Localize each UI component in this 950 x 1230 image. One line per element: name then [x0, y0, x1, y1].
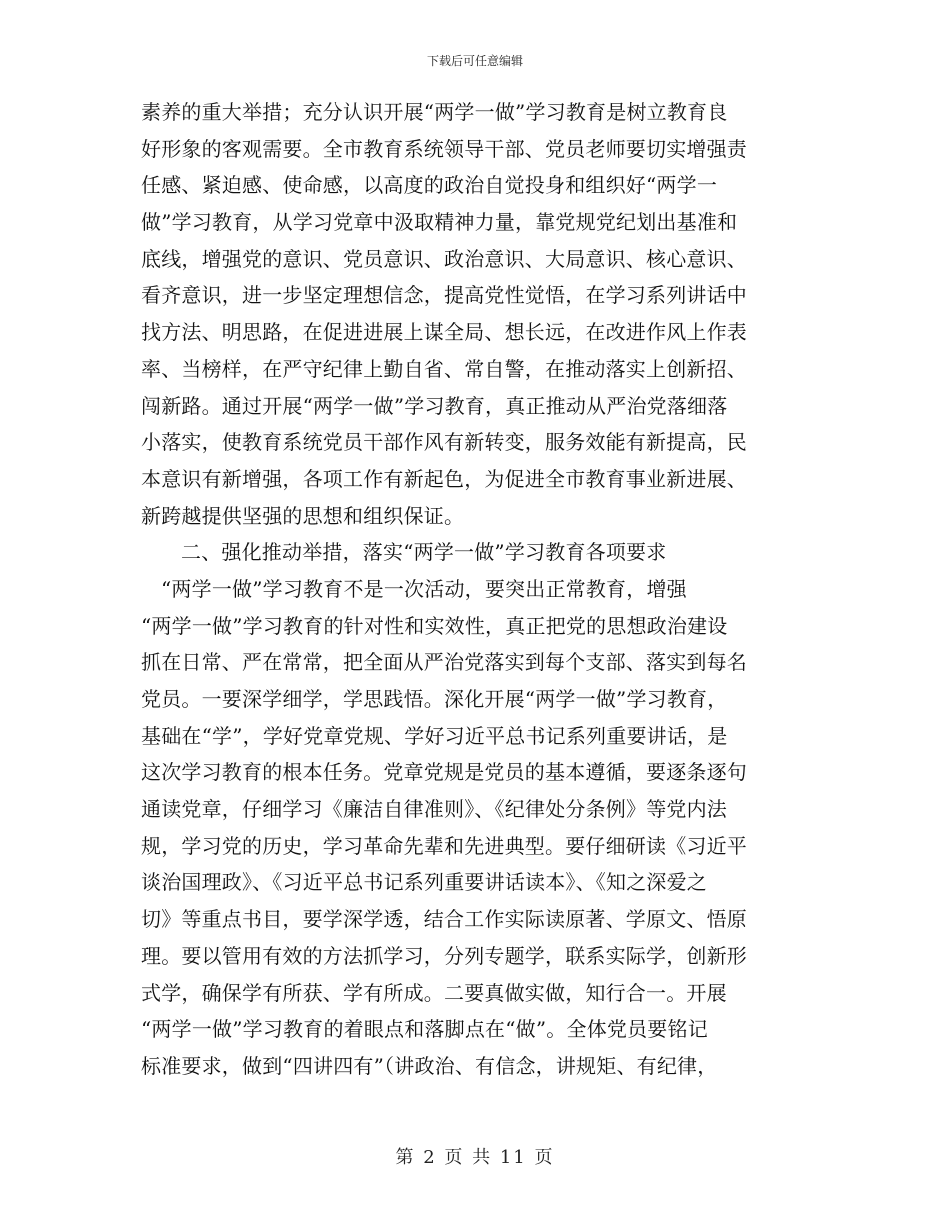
- text-line: 看齐意识，进一步坚定理想信念，提高党性觉悟，在学习系列讲话中: [141, 283, 747, 308]
- text-line: 本意识有新增强，各项工作有新起色，为促进全市教育事业新进展、: [141, 466, 747, 491]
- text-line: 新跨越提供坚强的思想和组织保证。: [141, 503, 465, 528]
- text-line: 这次学习教育的根本任务。党章党规是党员的基本遵循，要逐条逐句: [141, 760, 747, 785]
- text-line: 规，学习党的历史，学习革命先辈和先进典型。要仔细研读《习近平: [141, 833, 747, 858]
- page-footer: 第 2 页 共 11 页: [395, 1147, 555, 1168]
- section-heading: 二、强化推动举措，落实“两学一做”学习教育各项要求: [181, 540, 667, 565]
- document-body: [141, 94, 811, 1085]
- text-line: 抓在日常、严在常常，把全面从严治党落实到每个支部、落实到每名: [141, 650, 747, 675]
- text-line: “两学一做”学习教育的着眼点和落脚点在“做”。全体党员要铭记: [141, 1017, 708, 1042]
- text-line: 好形象的客观需要。全市教育系统领导干部、党员老师要切实增强责: [141, 136, 747, 161]
- text-line: 底线，增强党的意识、党员意识、政治意识、大局意识、核心意识、: [141, 246, 747, 271]
- text-line: 找方法、明思路，在促进进展上谋全局、想长远，在改进作风上作表: [141, 320, 747, 345]
- text-line: 式学，确保学有所获、学有所成。二要真做实做，知行合一。开展: [141, 980, 727, 1005]
- text-line: 小落实，使教育系统党员干部作风有新转变，服务效能有新提高，民: [141, 430, 747, 455]
- text-line: 任感、紧迫感、使命感，以高度的政治自觉投身和组织好“两学一: [141, 173, 718, 198]
- text-line: 标准要求，做到“四讲四有”（讲政治、有信念，讲规矩、有纪律，: [141, 1053, 718, 1078]
- text-line: 做”学习教育，从学习党章中汲取精神力量，靠党规党纪划出基准和: [141, 210, 738, 235]
- text-line: “两学一做”学习教育的针对性和实效性，真正把党的思想政治建设: [141, 613, 728, 638]
- text-line: 通读党章，仔细学习《廉洁自律准则》、《纪律处分条例》等党内法: [141, 797, 727, 822]
- text-line: 党员。一要深学细学，学思践悟。深化开展“两学一做”学习教育，: [141, 687, 728, 711]
- text-line: 基础在“学”，学好党章党规、学好习近平总书记系列重要讲话，是: [141, 723, 728, 748]
- text-line: 切》等重点书目，要学深学透，结合工作实际读原著、学原文、悟原: [141, 907, 747, 932]
- text-line: 理。要以管用有效的方法抓学习，分列专题学，联系实际学，创新形: [141, 943, 747, 968]
- text-line: 谈治国理政》、《习近平总书记系列重要讲话读本》、《知之深爱之: [141, 870, 707, 895]
- text-line: 率、当榜样，在严守纪律上勤自省、常自警，在推动落实上创新招、: [141, 356, 747, 381]
- text-line: 闯新路。通过开展“两学一做”学习教育，真正推动从严治党落细落: [141, 393, 728, 418]
- paragraph-first-line: “两学一做”学习教育不是一次活动，要突出正常教育，增强: [161, 576, 687, 601]
- text-line: 素养的重大举措；充分认识开展“两学一做”学习教育是树立教育良: [141, 100, 728, 124]
- page-header: 下载后可任意编辑: [426, 54, 523, 68]
